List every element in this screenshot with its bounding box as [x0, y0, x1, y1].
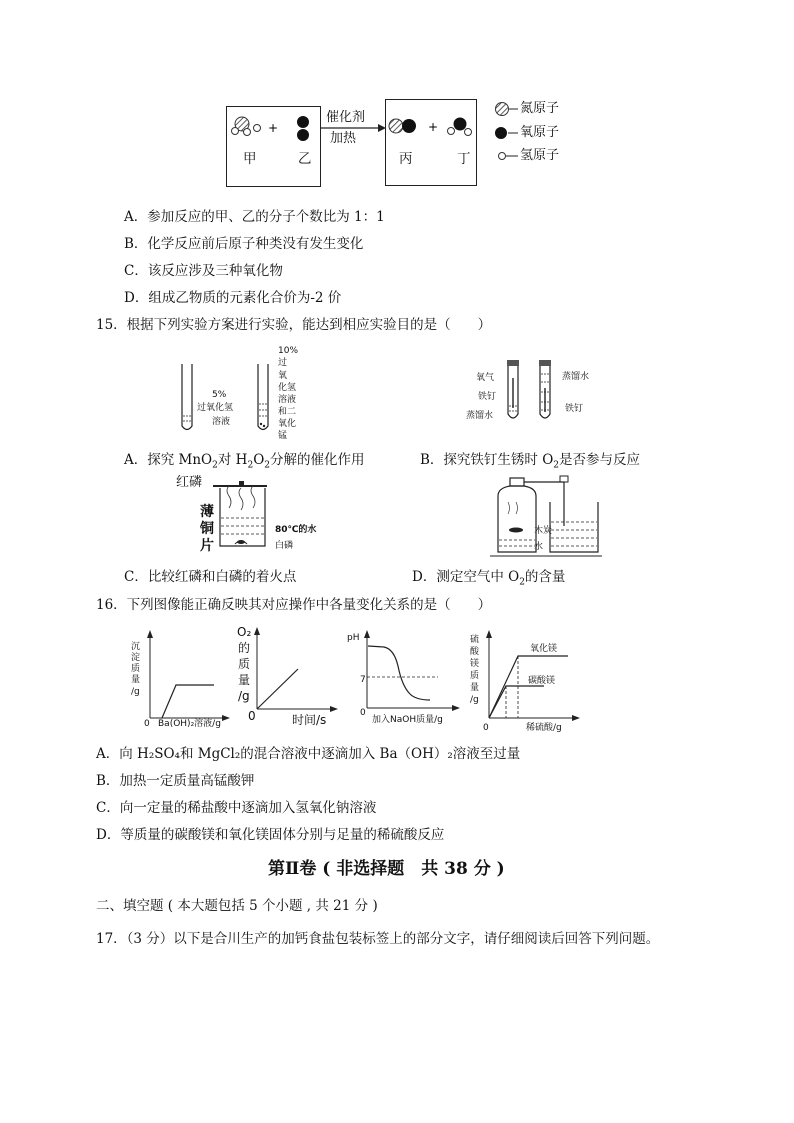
graph-1-ylabel-5: /g [131, 687, 140, 697]
arrow-heat-label: 加热 [330, 131, 357, 146]
graph-4-ylabel-4: 质 [470, 671, 480, 681]
plus-right: + [428, 120, 439, 134]
graph-1-origin: 0 [144, 719, 150, 729]
graph-1-ylabel-2: 淀 [131, 653, 141, 663]
fig-b-label-nail1: 铁钉 [478, 392, 497, 402]
fig-a-tube2-label5: 溶液 [278, 395, 297, 405]
label-yi: 乙 [298, 151, 312, 167]
q14-option-d: D．组成乙物质的元素化合价为-2 价 [124, 290, 342, 306]
fig-d-label-water: 水 [534, 542, 544, 552]
q16-option-c: C．向一定量的稀盐酸中逐滴加入氢氧化钠溶液 [96, 800, 377, 816]
molecule-ding [448, 118, 472, 136]
graph-4-origin: 0 [483, 723, 489, 733]
graph-4-series-oxide: 氧化镁 [530, 644, 558, 654]
fig-c-label-red-phosphorus: 红磷 [176, 475, 203, 490]
q14-option-b: B．化学反应前后原子种类没有发生变化 [124, 236, 364, 252]
q17-stem: 17．（3 分）以下是合川生产的加钙食盐包装标签上的部分文字，请仔细阅读后回答下列问题。 [96, 931, 660, 947]
molecule-bing [389, 119, 416, 133]
q15-option-c: C．比较红磷和白磷的着火点 [124, 569, 297, 585]
graph-3-origin: 0 [360, 708, 366, 718]
legend-label-hydrogen: 氢原子 [520, 148, 560, 163]
q15-option-a: A．探究 MnO$_2$对 $H_2O_2$分解的催化作用 [124, 452, 365, 471]
graph-4-ylabel-6: /g [470, 695, 479, 705]
fig-a-tube1-label1: 5% [212, 390, 227, 400]
fig-c-label-copper2: 铜 [200, 521, 214, 537]
fig-b-label-water1: 蒸馏水 [466, 411, 494, 421]
fig-a-tube1-label3: 溶液 [212, 417, 231, 427]
fig-b-iron-nails [500, 356, 570, 426]
fig-c-label-water: 80℃的水 [275, 525, 317, 535]
fig-d-oxygen-measurement [488, 470, 603, 560]
fig-c-label-copper1: 薄 [200, 504, 214, 520]
fig-a-tube2-label4: 化氢 [278, 383, 297, 393]
graph-4-line-carbonate [489, 686, 544, 718]
molecule-yi [297, 116, 309, 141]
fig-a-tube2-label8: 锰 [278, 431, 288, 441]
graph-3-curve [368, 646, 430, 700]
q15-stem: 15．根据下列实验方案进行实验，能达到相应实验目的是（ ） [96, 317, 492, 333]
graph-2-ylabel-4: 量 [238, 673, 251, 687]
q16-option-b: B．加热一定质量高锰酸钾 [96, 773, 255, 789]
fig-a-tube2-label6: 和二 [278, 407, 297, 417]
fig-a-tube2-label7: 氧化 [278, 419, 297, 429]
fig-d-label-charcoal: 木炭 [534, 526, 553, 536]
graph-2-origin: 0 [248, 709, 256, 723]
graph-3-tick-7: 7 [360, 675, 366, 685]
fig-a-tube2-label3: 氧 [278, 371, 288, 381]
fig-c-label-white-phosphorus: 白磷 [275, 541, 294, 551]
label-jia: 甲 [243, 151, 257, 167]
fig-a-tube2-label2: 过 [278, 358, 288, 368]
fig-b-label-oxygen: 氧气 [476, 373, 495, 383]
fig-a-tube1-label2: 过氧化氢 [197, 403, 234, 413]
q16-option-a: A．向 H₂SO₄和 MgCl₂的混合溶液中逐滴加入 Ba（OH）₂溶液至过量 [96, 746, 521, 762]
q14-option-a: A．参加反应的甲、乙的分子个数比为 1：1 [124, 209, 385, 225]
graph-3-xlabel: 加入NaOH质量/g [372, 715, 443, 725]
graph-1-ylabel-1: 沉 [131, 642, 141, 652]
fig-c-phosphorus [205, 478, 285, 553]
q14-option-c: C．该反应涉及三种氧化物 [124, 263, 283, 279]
label-ding: 丁 [457, 151, 471, 167]
part2-section-heading: 二、填空题 ( 本大题包括 5 个小题 , 共 21 分 ) [96, 898, 378, 914]
graph-2-ylabel-2: 的 [238, 641, 251, 655]
legend-label-oxygen: 氧原子 [520, 125, 560, 140]
arrow-catalyst-label: 催化剂 [326, 110, 366, 125]
graph-2-xlabel: 时间/s [292, 713, 327, 727]
q16-option-d: D．等质量的碳酸镁和氧化镁固体分别与足量的稀硫酸反应 [96, 827, 445, 843]
fig-a-tube2-label1: 10% [278, 346, 299, 356]
graph-4-ylabel-5: 量 [470, 683, 480, 693]
graph-4-ylabel-2: 酸 [470, 647, 480, 657]
fig-b-label-nail2: 铁钉 [565, 404, 584, 414]
graph-1-ylabel-4: 量 [131, 675, 141, 685]
label-bing: 丙 [399, 151, 413, 167]
graph-4-ylabel-3: 镁 [470, 659, 480, 669]
graph-2-oxygen [250, 625, 340, 720]
graph-1-xlabel: Ba(OH)₂溶液/g [158, 719, 221, 729]
graph-2-ylabel-5: /g [238, 689, 250, 703]
graph-2-line [257, 669, 298, 709]
graph-4-series-carbonate: 碳酸镁 [528, 676, 556, 686]
legend-nitrogen [496, 103, 519, 116]
graph-4-xlabel: 稀硫酸/g [526, 723, 562, 733]
graph-1-ylabel-3: 质 [131, 664, 141, 674]
graph-2-ylabel-3: 质 [238, 657, 251, 671]
graph-1-line [162, 685, 214, 718]
fig-c-label-copper3: 片 [200, 538, 214, 554]
molecule-jia [232, 117, 261, 136]
part2-title: 第Ⅱ卷 ( 非选择题 共 38 分 ) [268, 859, 505, 879]
q15-option-b: B．探究铁钉生锈时 $O_2$是否参与反应 [420, 452, 641, 471]
q16-stem: 16．下列图像能正确反映其对应操作中各量变化关系的是（ ） [96, 597, 492, 613]
q15-option-d: D．测定空气中 $O_2$的含量 [412, 569, 566, 588]
graph-3-ph [360, 630, 460, 715]
plus-left: + [268, 121, 279, 135]
legend-label-nitrogen: 氮原子 [520, 101, 560, 116]
graph-2-ylabel-1: O₂ [237, 625, 252, 639]
graph-1-precipitate [140, 630, 230, 730]
graph-4-ylabel-1: 硫 [470, 635, 480, 645]
graph-3-ylabel: pH [347, 633, 360, 643]
legend-hydrogen [499, 153, 519, 160]
legend-oxygen [495, 127, 518, 139]
fig-b-label-water2: 蒸馏水 [562, 372, 590, 382]
